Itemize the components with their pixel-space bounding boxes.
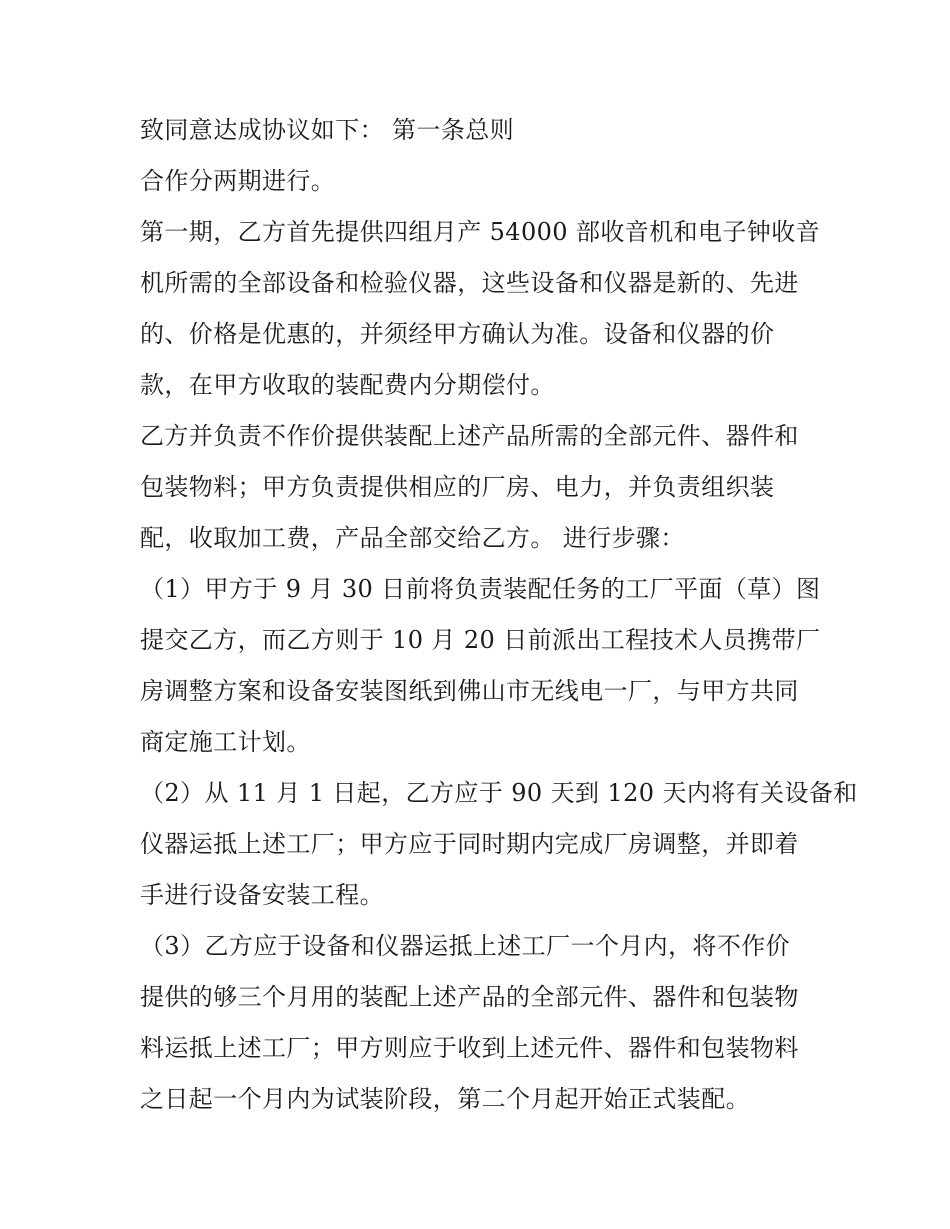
text-line: （3）乙方应于设备和仪器运抵上述工厂一个月内，将不作价	[140, 932, 791, 960]
text-line: 料运抵上述工厂；甲方则应于收到上述元件、器件和包装物料	[140, 1034, 799, 1062]
document-body	[140, 105, 858, 1125]
text-line: 乙方并负责不作价提供装配上述产品所需的全部元件、器件和	[140, 422, 799, 450]
text-line: 仪器运抵上述工厂；甲方应于同时期内完成厂房调整，并即着	[140, 830, 799, 858]
text-line: 手进行设备安装工程。	[140, 881, 384, 909]
text-line: 提供的够三个月用的装配上述产品的全部元件、器件和包装物	[140, 983, 799, 1011]
text-line: 提交乙方，而乙方则于 10 月 20 日前派出工程技术人员携带厂	[140, 626, 821, 654]
text-line: 款，在甲方收取的装配费内分期偿付。	[140, 371, 555, 399]
text-line: 包装物料；甲方负责提供相应的厂房、电力，并负责组织装	[140, 473, 775, 501]
text-line: （1）甲方于 9 月 30 日前将负责装配任务的工厂平面（草）图	[140, 575, 821, 603]
text-line: 配，收取加工费，产品全部交给乙方。 进行步骤：	[140, 524, 685, 552]
text-line: 商定施工计划。	[140, 728, 311, 756]
text-line: （2）从 11 月 1 日起，乙方应于 90 天到 120 天内将有关设备和	[140, 779, 858, 807]
text-line: 的、价格是优惠的，并须经甲方确认为准。设备和仪器的价	[140, 320, 775, 348]
text-line: 第一期，乙方首先提供四组月产 54000 部收音机和电子钟收音	[140, 218, 821, 246]
text-line: 合作分两期进行。	[140, 167, 336, 195]
text-line: 房调整方案和设备安装图纸到佛山市无线电一厂，与甲方共同	[140, 677, 799, 705]
text-line: 机所需的全部设备和检验仪器，这些设备和仪器是新的、先进	[140, 269, 799, 297]
text-line: 致同意达成协议如下： 第一条总则	[140, 116, 515, 144]
text-line: 之日起一个月内为试装阶段，第二个月起开始正式装配。	[140, 1085, 750, 1113]
